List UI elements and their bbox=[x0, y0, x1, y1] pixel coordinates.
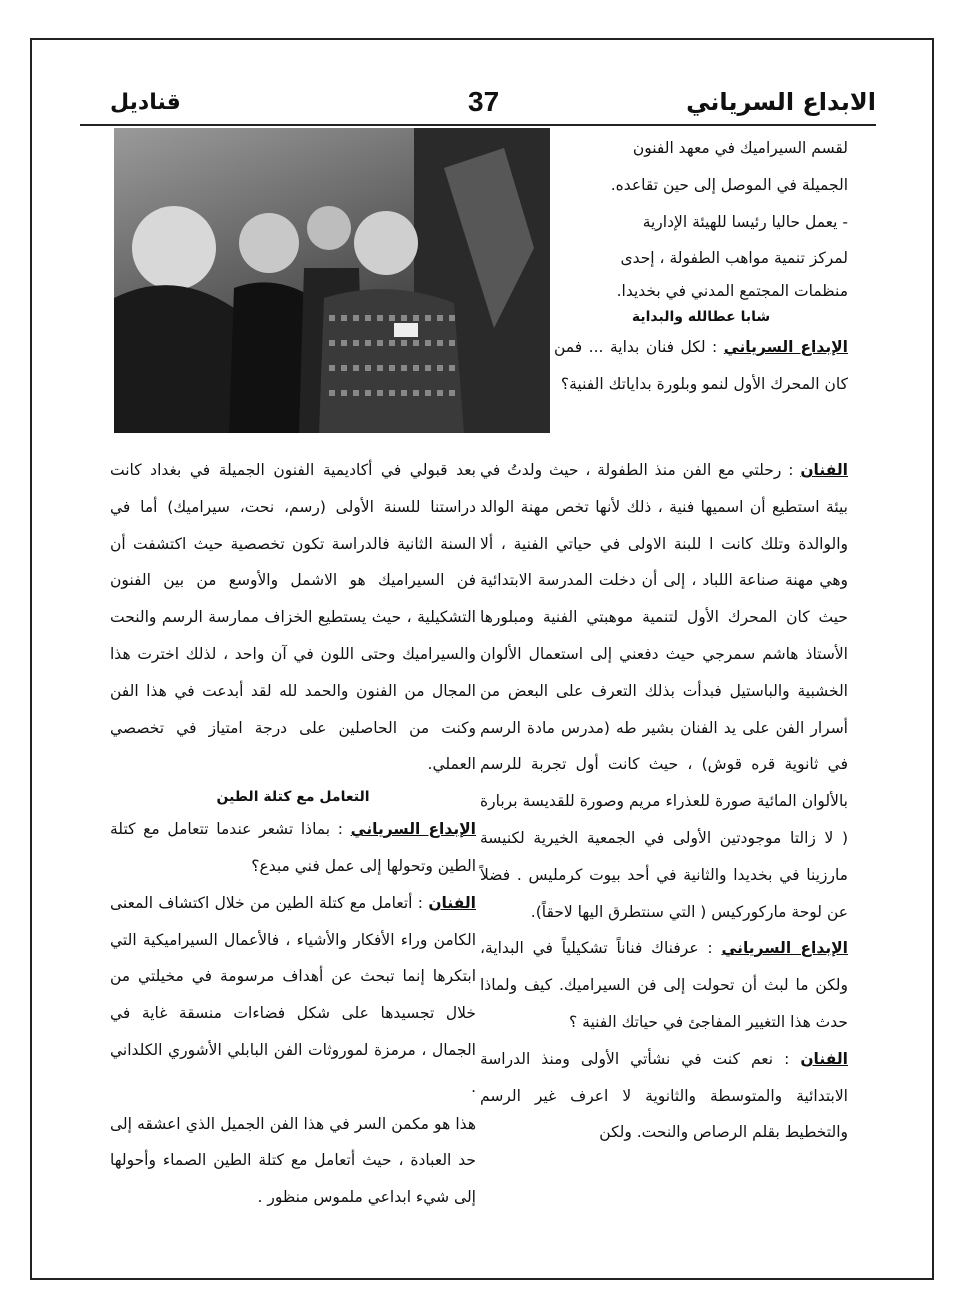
question-text: : لكل فنان بداية ... فمن كان المحرك الأول لنمو وبلورة بداياتك الفنية؟ bbox=[554, 338, 848, 393]
question-3 bbox=[110, 811, 476, 885]
right-column bbox=[480, 452, 848, 1151]
magazine-title: الابداع السرياني bbox=[686, 88, 876, 116]
text-line: - يعمل حاليا رئيسا للهيئة الإدارية bbox=[642, 212, 848, 231]
answer-text: : نعم كنت في نشأتي الأولى ومنذ الدراسة الابتدائية والمتوسطة والثانوية لا اعرف غير الرسم والتخطيط بقلم الرصاص والنحت. ولكن bbox=[480, 1049, 848, 1142]
photo-of-people-icon bbox=[114, 128, 550, 433]
text-line: الجميلة في الموصل إلى حين تقاعده. bbox=[610, 175, 848, 194]
answer-2 bbox=[480, 1041, 848, 1151]
paragraph: بعد قبولي في أكاديمية الفنون الجميلة في بغداد كانت دراستنا للسنة الأولى (رسم، نحت، سيراميك) أما في السنة الثانية فالدراسة تكون تخصصية حيث اكتشفت أن فن السيراميك هو الاشمل والأوسع من بين الفنون التشكيلية ، حيث يستطيع الخزاف ممارسة الرسم والنحت والسيراميك وحتى اللون في آن واحد ، لذلك اخترت هذا المجال من الفنون والحمد لله لقد أبدعت في هذا الفن وكنت من الحاصلين على درجة امتياز في تخصصي العملي. bbox=[110, 461, 476, 774]
speaker-label: الفنان bbox=[428, 893, 476, 912]
speaker-label: الفنان bbox=[800, 1049, 848, 1068]
question-1 bbox=[554, 329, 848, 403]
left-column bbox=[110, 452, 476, 1216]
speaker-label: الإبداع السرياني bbox=[723, 338, 848, 357]
text-line: لقسم السيراميك في معهد الفنون bbox=[632, 139, 848, 157]
question-text: : عرفناك فناناً تشكيلياً في البداية، ولكن ما لبث أن تحولت إلى فن السيراميك. كيف ولماذا حدث هذا التغيير المفاجئ في حياتك الفنية ؟ bbox=[480, 939, 848, 1031]
subheading: التعامل مع كتلة الطين bbox=[216, 789, 370, 806]
speaker-label: الإبداع السرياني bbox=[350, 820, 476, 839]
page-header bbox=[80, 82, 876, 126]
article-photo bbox=[114, 128, 550, 433]
question-text: : بماذا تشعر عندما تتعامل مع كتلة الطين وتحولها إلى عمل فني مبدع؟ bbox=[110, 820, 476, 875]
answer-3 bbox=[110, 885, 476, 1106]
speaker-label: الإبداع السرياني bbox=[721, 939, 848, 958]
answer-1 bbox=[480, 452, 848, 930]
subheading: شابا عطالله والبداية bbox=[631, 309, 771, 326]
right-top-column bbox=[554, 130, 848, 403]
section-title: قناديل bbox=[110, 90, 181, 115]
answer-text: : أتعامل مع كتلة الطين من خلال اكتشاف المعنى الكامن وراء الأفكار والأشياء ، فالأعمال السيراميكية التي ابتكرها إنما تبحث عن أهداف مرسومة في مخيلتي من خلال تجسيدها على شكل فضاءات منسقة غاية في الجمال ، مرمزة لموروثات الفن البابلي الأشوري الكلداني . bbox=[110, 893, 476, 1096]
speaker-label: الفنان bbox=[800, 461, 848, 479]
question-2 bbox=[480, 930, 848, 1040]
page-number: 37 bbox=[468, 86, 500, 117]
paragraph: هذا هو مكمن السر في هذا الفن الجميل الذي اعشقه إلى حد العبادة ، حيث أتعامل مع كتلة الطين الصماء وأحولها إلى شيء ابداعي ملموس منظور . bbox=[110, 1114, 476, 1207]
text-line: منظمات المجتمع المدني في بخديدا. bbox=[616, 282, 848, 301]
text-line: لمركز تنمية مواهب الطفولة ، إحدى bbox=[620, 249, 848, 268]
answer-text: : رحلتي مع الفن منذ الطفولة ، حيث ولدتُ في بيئة استطيع أن اسميها فنية ، ذلك لأنها تخص مهنة الوالد والوالدة وتلك كانت ا للبنة الاولى في حياتي الفنية ، ألا وهي مهنة صناعة اللباد ، إلى أن دخلت المدرسة الابتدائية حيث كان المحرك الأول لتنمية موهبتي الفنية ومبلورها الأستاذ هاشم سمرجي حيث دفعني إلى استعمال الألوان الخشبية والباستيل فبدأت بذلك التعرف على البعض من أسرار الفن على يد الفنان بشير طه (مدرس مادة الرسم في ثانوية قره قوش) ، حيث كانت أول تجربة للرسم بالألوان المائية صورة للعذراء مريم وصورة للقديسة بربارة ( لا زالتا موجودتين الأولى في الجمعية الخيرية لكنيسة مارزينا في بخديدا والثانية في أحد بيوت كرمليس . فضلاً عن لوحة ماركوركيس ( التي سنتطرق اليها لاحقاً). bbox=[480, 461, 848, 921]
